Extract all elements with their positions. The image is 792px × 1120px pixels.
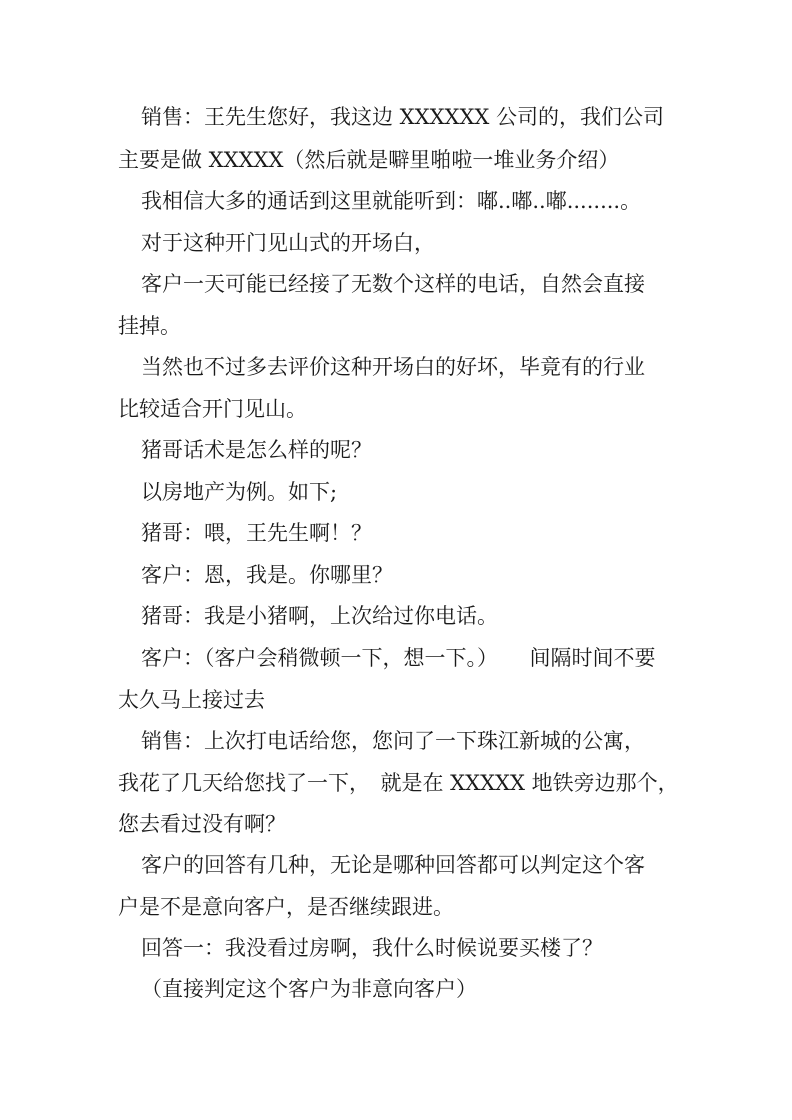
text-line: 当然也不过多去评价这种开场白的好坏，毕竟有的行业 [141, 355, 645, 379]
text-line: 猪哥：我是小猪啊，上次给过你电话。 [141, 604, 498, 628]
text-line: 以房地产为例。如下; [141, 480, 338, 504]
text-line: 销售：上次打电话给您，您问了一下珠江新城的公寓， [141, 729, 645, 753]
text-line: 猪哥话术是怎么样的呢？ [141, 438, 372, 462]
text-line: 您去看过没有啊？ [118, 812, 286, 836]
text-line: 我花了几天给您找了一下， 就是在 XXXXX 地铁旁边那个， [118, 771, 679, 795]
text-line: 我相信大多的通话到这里就能听到：嘟..嘟..嘟........。 [141, 189, 642, 213]
text-line: 客户一天可能已经接了无数个这样的电话，自然会直接 [141, 272, 645, 296]
text-line: 比较适合开门见山。 [118, 397, 307, 421]
text-line: 太久马上接过去 [118, 688, 265, 712]
text-line: 客户：恩，我是。你哪里？ [141, 563, 393, 587]
text-line: 销售：王先生您好，我这边 XXXXXX 公司的，我们公司 [141, 105, 665, 129]
text-line: 主要是做 XXXXX（然后就是噼里啪啦一堆业务介绍） [118, 148, 620, 172]
text-line: 猪哥：喂，王先生啊！？ [141, 521, 372, 545]
text-line: 回答一：我没看过房啊，我什么时候说要买楼了？ [141, 936, 603, 960]
text-line: 户是不是意向客户，是否继续跟进。 [118, 895, 454, 919]
text-line: （直接判定这个客户为非意向客户） [141, 977, 477, 1001]
text-line: 客户：（客户会稍微顿一下，想一下。） 间隔时间不要 [141, 646, 656, 670]
text-line: 对于这种开门见山式的开场白， [141, 231, 435, 255]
text-line: 挂掉。 [118, 314, 181, 338]
text-line: 客户的回答有几种，无论是哪种回答都可以判定这个客 [141, 853, 645, 877]
